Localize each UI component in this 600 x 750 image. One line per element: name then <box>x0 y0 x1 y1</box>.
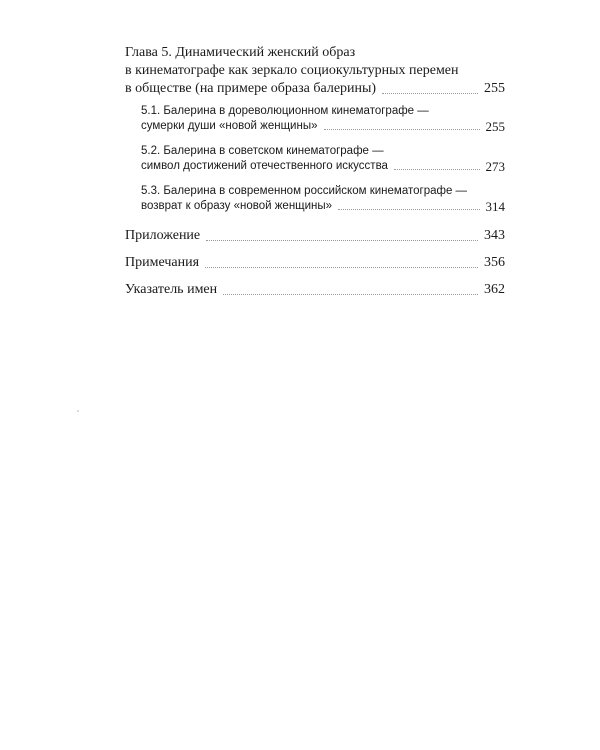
section-title-line-1: 5.2. Балерина в советском кинематографе — <box>141 145 384 157</box>
section-page-number: 255 <box>485 119 505 134</box>
scan-speck <box>77 410 79 412</box>
table-of-contents <box>125 44 505 299</box>
entry-title: Приложение <box>125 228 201 243</box>
entry-page-number: 356 <box>484 255 505 270</box>
dot-leader <box>205 266 478 268</box>
toc-section-5-1 <box>141 104 505 134</box>
section-page-number: 273 <box>485 159 505 174</box>
dot-leader <box>206 239 478 241</box>
section-title-line-2: возврат к образу «новой женщины» <box>141 200 333 212</box>
chapter-title-line-1: Глава 5. Динамический женский образ <box>125 45 356 60</box>
section-title-line-1: 5.1. Балерина в дореволюционном кинематографе — <box>141 105 429 117</box>
chapter-title-line-3: в обществе (на примере образа балерины) <box>125 81 377 96</box>
toc-entry-notes <box>125 254 505 272</box>
toc-chapter-5 <box>125 44 505 98</box>
dot-leader <box>223 293 478 295</box>
section-entry <box>141 159 505 174</box>
section-entry <box>141 199 505 214</box>
toc-entry-name-index <box>125 281 505 299</box>
section-entry <box>141 119 505 134</box>
section-title-line-1: 5.3. Балерина в современном российском кинематографе — <box>141 185 468 197</box>
chapter-title-line-2: в кинематографе как зеркало социокультурных перемен <box>125 63 459 78</box>
entry-page-number: 362 <box>484 282 505 297</box>
chapter-page-number: 255 <box>484 81 505 96</box>
entry-title: Примечания <box>125 255 200 270</box>
chapter-title-line-3-entry <box>125 80 505 98</box>
toc-section-5-2 <box>141 144 505 174</box>
section-title-line-2: сумерки души «новой женщины» <box>141 120 318 132</box>
section-title-line-2: символ достижений отечественного искусства <box>141 160 388 172</box>
entry-page-number: 343 <box>484 228 505 243</box>
toc-section-5-3 <box>141 184 505 214</box>
entry-title: Указатель имен <box>125 282 218 297</box>
toc-entry-appendix <box>125 227 505 245</box>
dot-leader <box>338 208 479 210</box>
dot-leader <box>394 168 480 170</box>
section-page-number: 314 <box>485 199 505 214</box>
dot-leader <box>382 92 478 94</box>
dot-leader <box>324 128 480 130</box>
